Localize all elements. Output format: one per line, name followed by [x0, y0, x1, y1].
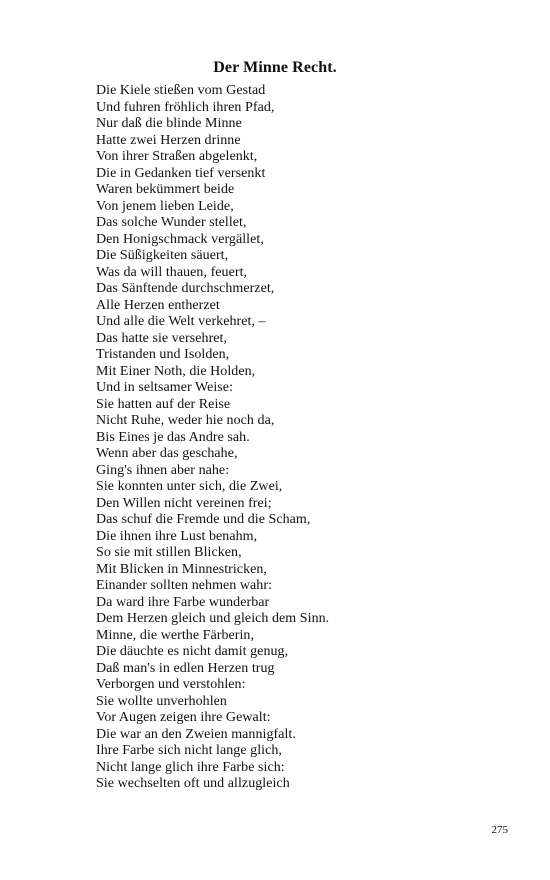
poem-line: Von ihrer Straßen abgelenkt,: [96, 149, 258, 164]
poem-line: Das hatte sie versehret,: [96, 330, 228, 346]
poem-line: Tristanden und Isolden,: [96, 347, 230, 362]
poem-line: Sie wechselten oft und allzugleich: [96, 776, 290, 791]
poem-body: [96, 83, 329, 793]
poem-line: Die Süßigkeiten säuert,: [96, 248, 229, 263]
poem-line: Wenn aber das geschahe,: [96, 446, 238, 461]
poem-line: Die in Gedanken tief versenkt: [96, 165, 266, 181]
poem-line: Und in seltsamer Weise:: [96, 380, 234, 395]
poem-line: Nur daß die blinde Minne: [96, 116, 242, 131]
poem-line: Die däuchte es nicht damit genug,: [96, 644, 289, 659]
poem-line: Das schuf die Fremde und die Scham,: [96, 512, 311, 527]
poem-line: Minne, die werthe Färberin,: [96, 627, 255, 643]
page-number: 275: [491, 824, 508, 836]
poem-line: Die Kiele stießen vom Gestad: [96, 83, 266, 98]
poem-line: Das Sänftende durchschmerzet,: [96, 281, 275, 296]
poem-line: Mit Blicken in Minnestricken,: [96, 561, 267, 577]
poem-line: Einander sollten nehmen wahr:: [96, 578, 273, 593]
poem-line: Sie konnten unter sich, die Zwei,: [96, 479, 283, 494]
poem-line: Von jenem lieben Leide,: [96, 198, 234, 214]
poem-title: Der Minne Recht.: [213, 59, 337, 76]
poem-line: Den Honigschmack vergället,: [96, 231, 264, 247]
poem-line: Die ihnen ihre Lust benahm,: [96, 528, 258, 544]
poem-line: Vor Augen zeigen ihre Gewalt:: [96, 710, 271, 725]
poem-line: Dem Herzen gleich und gleich dem Sinn.: [96, 611, 330, 626]
poem-line: Mit Einer Noth, die Holden,: [96, 363, 256, 379]
poem-line: So sie mit stillen Blicken,: [96, 545, 242, 560]
poem-line: Ging's ihnen aber nahe:: [96, 462, 230, 478]
poem-line: Die war an den Zweien mannigfalt.: [96, 726, 296, 742]
poem-line: Alle Herzen entherzet: [96, 297, 220, 313]
poem-line: Waren bekümmert beide: [96, 182, 235, 197]
poem-line: Nicht lange glich ihre Farbe sich:: [96, 759, 285, 775]
poem-line: Da ward ihre Farbe wunderbar: [96, 594, 270, 610]
poem-line: Den Willen nicht vereinen frei;: [96, 495, 272, 511]
poem-line: Und fuhren fröhlich ihren Pfad,: [96, 99, 275, 115]
poem-line: Sie wollte unverhohlen: [96, 693, 227, 709]
poem-line: Sie hatten auf der Reise: [96, 396, 231, 412]
poem-line: Nicht Ruhe, weder hie noch da,: [96, 413, 275, 428]
poem-line: Hatte zwei Herzen drinne: [96, 132, 241, 148]
poem-line: Ihre Farbe sich nicht lange glich,: [96, 743, 282, 758]
poem-line: Daß man's in edlen Herzen trug: [96, 660, 275, 676]
poem-line: Das solche Wunder stellet,: [96, 215, 247, 230]
poem-line: Und alle die Welt verkehret, –: [96, 314, 266, 329]
poem-line: Verborgen und verstohlen:: [96, 677, 246, 692]
poem-line: Bis Eines je das Andre sah.: [96, 429, 250, 445]
poem-line: Was da will thauen, feuert,: [96, 264, 248, 280]
